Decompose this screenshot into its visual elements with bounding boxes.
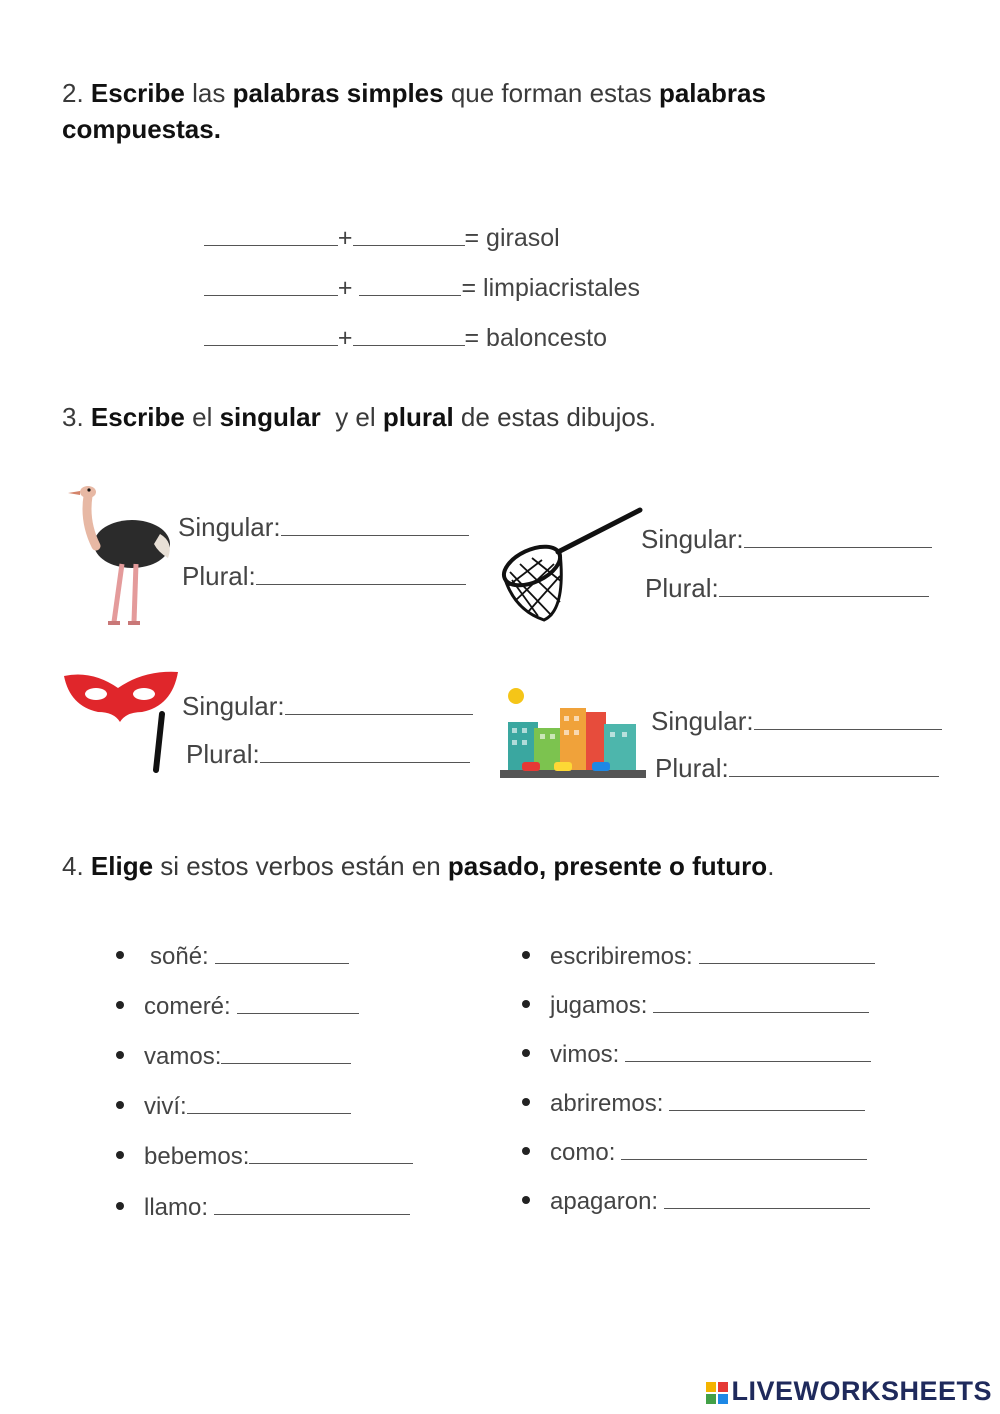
verb-blank[interactable] [669, 1090, 865, 1111]
mask-singular-blank[interactable] [285, 690, 473, 715]
verb-blank[interactable] [237, 993, 359, 1014]
verb-item: comeré: [116, 993, 359, 1021]
verb-blank[interactable] [664, 1188, 870, 1209]
city-singular-row: Singular: [651, 705, 942, 737]
section-3-heading: 3. Escribe el singular y el plural de estas dibujos. [62, 402, 657, 432]
verb-item: viví: [116, 1093, 351, 1121]
ostrich-icon [62, 482, 174, 627]
verb-blank[interactable] [699, 943, 875, 964]
verb-blank[interactable] [214, 1194, 410, 1215]
logo-mark-icon [706, 1382, 728, 1404]
verb-item: jugamos: [522, 992, 869, 1020]
verb-blank[interactable] [221, 1043, 351, 1064]
verb-item: llamo: [116, 1194, 410, 1222]
section-2-heading: 2. Escribe las palabras simples que forman estas palabras compuestas. [62, 78, 766, 144]
liveworksheets-logo[interactable] [706, 1376, 992, 1407]
mask-plural-row: Plural: [186, 738, 470, 770]
compound-row-2: + = limpiacristales [190, 244, 640, 303]
verb-blank[interactable] [215, 943, 349, 964]
verb-blank[interactable] [625, 1041, 871, 1062]
verb-item: escribiremos: [522, 943, 875, 971]
logo-text: LIVEWORKSHEETS [731, 1376, 992, 1406]
section-4-heading: 4. Elige si estos verbos están en pasado, presente o futuro. [62, 851, 775, 881]
answer-blank-2a[interactable] [204, 273, 338, 296]
carnival-mask-icon [62, 666, 182, 774]
city-singular-blank[interactable] [754, 705, 942, 730]
verb-item: como: [522, 1139, 867, 1167]
verb-item: bebemos: [116, 1143, 413, 1171]
verb-blank[interactable] [187, 1093, 351, 1114]
verb-item: vimos: [522, 1041, 871, 1069]
city-plural-blank[interactable] [729, 752, 939, 777]
ostrich-plural-blank[interactable] [256, 560, 466, 585]
answer-blank-3a[interactable] [204, 323, 338, 346]
answer-blank-1b[interactable] [353, 223, 465, 246]
verb-blank[interactable] [653, 992, 869, 1013]
verb-item: soñé: [116, 943, 349, 971]
verb-item: apagaron: [522, 1188, 870, 1216]
compound-row-3: + = baloncesto [190, 294, 607, 353]
net-plural-row: Plural: [645, 572, 929, 604]
verb-item: abriremos: [522, 1090, 865, 1118]
verb-item: vamos: [116, 1043, 351, 1071]
ostrich-singular-row: Singular: [178, 511, 469, 543]
ostrich-singular-blank[interactable] [281, 511, 469, 536]
city-icon [500, 684, 646, 780]
answer-blank-3b[interactable] [353, 323, 465, 346]
butterfly-net-icon [498, 506, 644, 626]
net-singular-blank[interactable] [744, 523, 932, 548]
verb-blank[interactable] [249, 1143, 413, 1164]
mask-plural-blank[interactable] [260, 738, 470, 763]
mask-singular-row: Singular: [182, 690, 473, 722]
compound-row-1: + = girasol [190, 194, 560, 253]
answer-blank-1a[interactable] [204, 223, 338, 246]
answer-blank-2b[interactable] [359, 273, 461, 296]
net-singular-row: Singular: [641, 523, 932, 555]
city-plural-row: Plural: [655, 752, 939, 784]
net-plural-blank[interactable] [719, 572, 929, 597]
verb-blank[interactable] [621, 1139, 867, 1160]
ostrich-plural-row: Plural: [182, 560, 466, 592]
